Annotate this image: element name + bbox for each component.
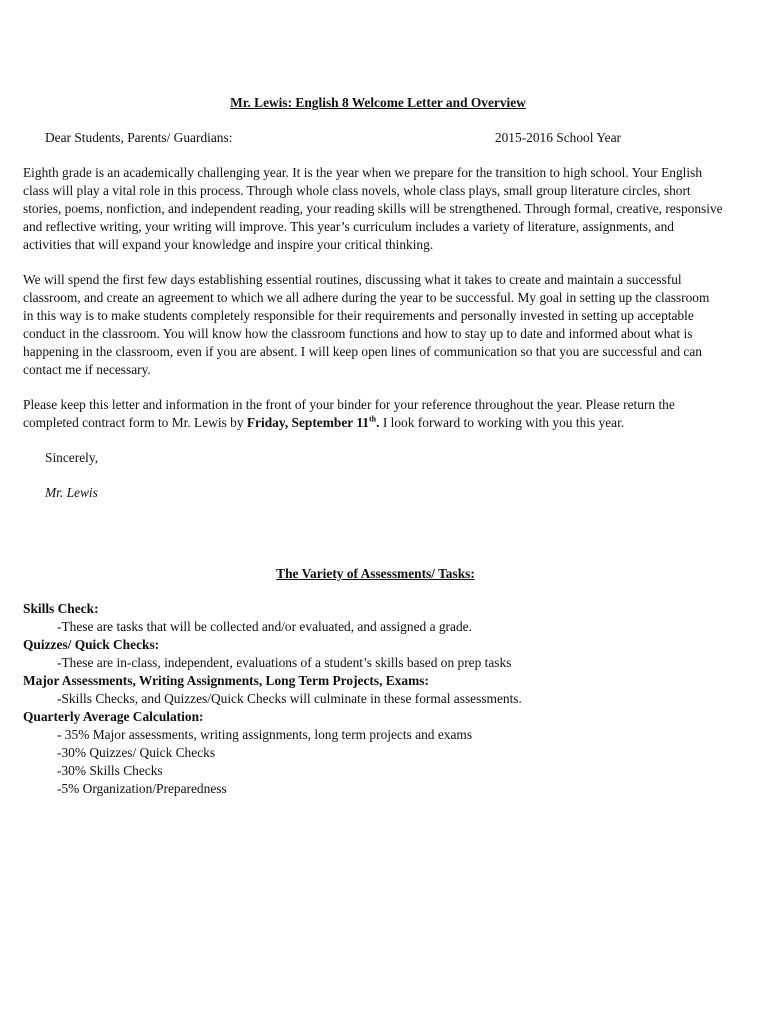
due-date: [247, 415, 380, 430]
assessments-title-text: The Variety of Assessments/ Tasks: [276, 566, 471, 581]
category-heading: Major Assessments, Writing Assignments, Long Term Projects, Exams:: [23, 673, 429, 688]
category-heading: Quizzes/ Quick Checks:: [23, 637, 160, 652]
category-item: - 35% Major assessments, writing assignments, long term projects and exams: [57, 727, 473, 742]
category-item: -These are in-class, independent, evaluations of a student’s skills based on prep tasks: [57, 655, 512, 670]
category-heading: Skills Check:: [23, 601, 99, 616]
due-date-suffix: th: [369, 414, 377, 424]
contract-text-end: I look forward to working with you this year.: [379, 415, 625, 430]
signature: Mr. Lewis: [45, 485, 98, 500]
intro-paragraph: Eighth grade is an academically challenging year. It is the year when we prepare for the transition to high school. Your English class will play a vital role in this process. Through whole class novels, whole class plays, small group literature circles, short stories, poems, nonfiction, and independent reading, your reading skills will be strengthened. Through formal, creative, responsive and reflective writing, your writing will improve. This year’s curriculum includes a variety of literature, assignments, and activities that will expand your knowledge and inspire your critical thinking.: [23, 165, 723, 252]
assessments-title: [23, 565, 723, 583]
category-item: -5% Organization/Preparedness: [57, 781, 227, 796]
greeting: Dear Students, Parents/ Guardians:: [45, 130, 233, 145]
document-page: [23, 94, 723, 798]
category-item: -30% Skills Checks: [57, 763, 163, 778]
due-date-text: Friday, September 11: [246, 415, 369, 430]
category-item: -Skills Checks, and Quizzes/Quick Checks will culminate in these formal assessments.: [57, 691, 522, 706]
closing: Sincerely,: [45, 450, 99, 465]
contract-text-start: Please keep this letter and information in the front of your binder for your reference throughout the year. Please return the completed contract form to Mr. Lewis by: [23, 397, 675, 430]
category-item: -These are tasks that will be collected and/or evaluated, and assigned a grade.: [57, 619, 472, 634]
assessment-categories: [23, 600, 723, 798]
school-year: 2015-2016 School Year: [494, 130, 621, 145]
category-heading: Quarterly Average Calculation:: [23, 709, 204, 724]
salutation-row: [23, 129, 723, 147]
routines-paragraph: We will spend the first few days establishing essential routines, discussing what it takes to create and maintain a successful classroom, and create an agreement to which we all adhere during the year to be successful. My goal in setting up the classroom in this way is to make students completely responsible for their requirements and personally invested in setting up acceptable conduct in the classroom. You will know how the classroom functions and how to stay up to date and informed about what is happening in the classroom, even if you are absent. I will keep open lines of communication so that you are successful and can contact me if necessary.: [23, 272, 710, 377]
due-date-period: .: [376, 415, 380, 430]
assessments-title-suffix: :: [470, 566, 475, 581]
letter-title: Mr. Lewis: English 8 Welcome Letter and Overview: [230, 95, 526, 110]
contract-paragraph: [23, 396, 723, 432]
category-item: -30% Quizzes/ Quick Checks: [57, 745, 216, 760]
